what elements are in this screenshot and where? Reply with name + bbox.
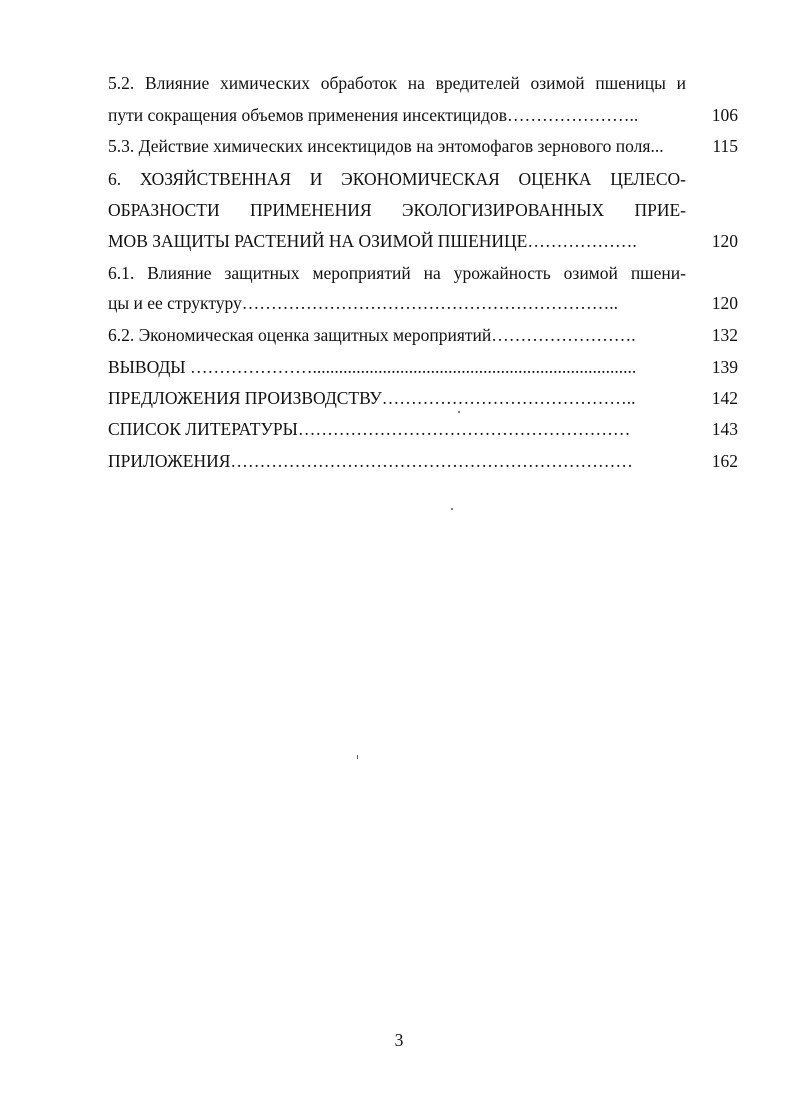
toc-entry-5-2-line1: 5.2. Влияние химических обработок на вредителей озимой пшеницы и <box>108 73 686 93</box>
toc-entry-appendices: ПРИЛОЖЕНИЯ…………………………………………………………… <box>108 451 633 471</box>
page-number: 3 <box>394 1030 404 1050</box>
toc-entry-5-3: 5.3. Действие химических инсектицидов на энтомофагов зернового поля... <box>108 136 664 156</box>
toc-entry-6-2: 6.2. Экономическая оценка защитных мероприятий……………………. <box>108 325 636 345</box>
scan-speck <box>357 755 358 759</box>
toc-entry-6-line1: 6. ХОЗЯЙСТВЕННАЯ И ЭКОНОМИЧЕСКАЯ ОЦЕНКА ЦЕЛЕСО- <box>108 169 686 189</box>
toc-page-conclusions: 139 <box>711 357 738 377</box>
toc-entry-proposals: ПРЕДЛОЖЕНИЯ ПРОИЗВОДСТВУ…………………………………….. <box>108 388 636 408</box>
toc-page-6-1: 120 <box>711 293 738 313</box>
toc-page-appendices: 162 <box>711 451 738 471</box>
toc-entry-6-line2: ОБРАЗНОСТИ ПРИМЕНЕНИЯ ЭКОЛОГИЗИРОВАННЫХ ПРИЕ- <box>108 200 686 220</box>
toc-page-6: 120 <box>711 231 738 251</box>
toc-page-references: 143 <box>711 419 738 439</box>
toc-entry-conclusions: ВЫВОДЫ ………………….......................................................................... <box>108 357 637 377</box>
toc-entry-5-2-line2: пути сокращения объемов применения инсектицидов………………….. <box>108 105 639 125</box>
toc-page-5-3: 115 <box>712 136 738 156</box>
toc-page-6-2: 132 <box>711 325 738 345</box>
toc-page-5-2: 106 <box>711 105 738 125</box>
toc-page-proposals: 142 <box>711 388 738 408</box>
scan-speck <box>451 508 453 510</box>
toc-entry-6-1-line1: 6.1. Влияние защитных мероприятий на урожайность озимой пшени- <box>108 263 686 283</box>
toc-entry-6-1-line2: цы и ее структуру……………………………………………………….. <box>108 293 619 313</box>
toc-entry-references: СПИСОК ЛИТЕРАТУРЫ………………………………………………… <box>108 419 631 439</box>
scan-speck <box>458 411 460 413</box>
toc-entry-6-line3: МОВ ЗАЩИТЫ РАСТЕНИЙ НА ОЗИМОЙ ПШЕНИЦЕ………………. <box>108 231 637 251</box>
